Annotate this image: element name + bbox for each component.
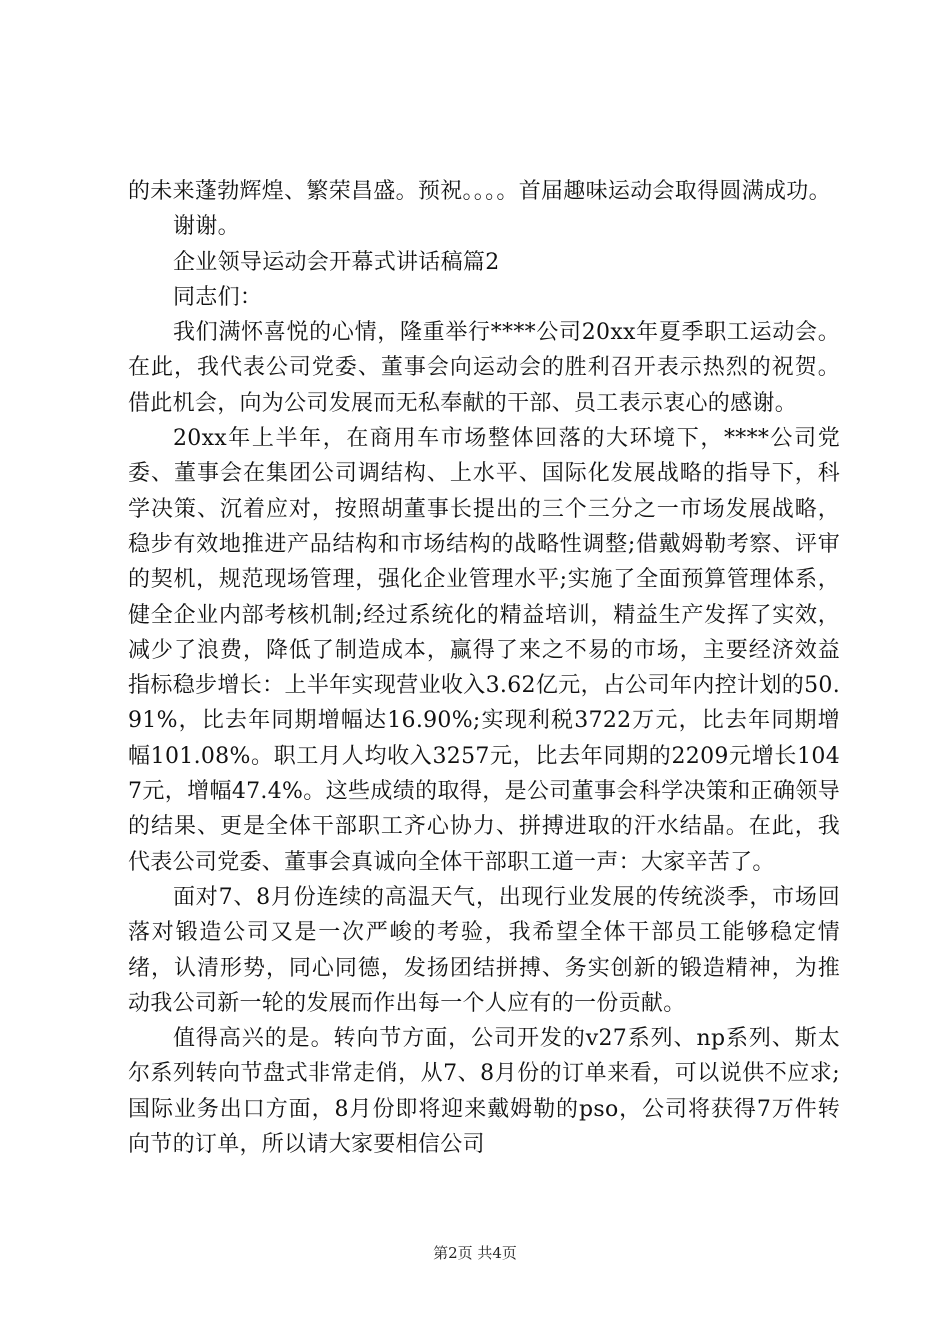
section-heading: 企业领导运动会开幕式讲话稿篇2	[173, 249, 500, 275]
salutation: 同志们：	[173, 284, 263, 310]
paragraph-2: 谢谢。	[173, 214, 240, 240]
paragraph-7: 面对7、8月份连续的高温天气，出现行业发展的传统淡季，市场回落对锻造公司又是一次严峻的考验，我希望全体干部员工能够稳定情绪，认清形势，同心同德，发扬团结拼搏、务实创新的锻造精神，为推动我公司新一轮的发展而作出每一个人应有的一份贡献。	[128, 884, 840, 1016]
paragraph-6: 20xx年上半年，在商用车市场整体回落的大环境下，****公司党委、董事会在集团公司调结构、上水平、国际化发展战略的指导下，科学决策、沉着应对，按照胡董事长提出的三个三分之一市场发展战略，稳步有效地推进产品结构和市场结构的战略性调整;借戴姆勒考察、评审的契机，规范现场管理，强化企业管理水平;实施了全面预算管理体系，健全企业内部考核机制;经过系统化的精益培训，精益生产发挥了实效，减少了浪费，降低了制造成本，赢得了来之不易的市场，主要经济效益指标稳步增长：上半年实现营业收入3.62亿元，占公司年内控计划的50.91%，比去年同期增幅达16.90%;实现利税3722万元，比去年同期增幅101.08%。职工月人均收入3257元，比去年同期的2209元增长1047元，增幅47.4%。这些成绩的取得，是公司董事会科学决策和正确领导的结果、更是全体干部职工齐心协力、拼搏进取的汗水结晶。在此，我代表公司党委、董事会真诚向全体干部职工道一声：大家辛苦了。	[128, 426, 840, 875]
page-footer: 第2页 共4页	[433, 1244, 517, 1262]
paragraph-5: 我们满怀喜悦的心情，隆重举行****公司20xx年夏季职工运动会。在此，我代表公司党委、董事会向运动会的胜利召开表示热烈的祝贺。借此机会，向为公司发展而无私奉献的干部、员工表示衷心的感谢。	[128, 320, 840, 416]
document-body	[128, 174, 840, 1162]
paragraph-8: 值得高兴的是。转向节方面，公司开发的v27系列、np系列、斯太尔系列转向节盘式非常走俏，从7、8月份的订单来看，可以说供不应求;国际业务出口方面，8月份即将迎来戴姆勒的pso，公司将获得7万件转向节的订单，所以请大家要相信公司	[128, 1026, 840, 1158]
paragraph-1: 的未来蓬勃辉煌、繁荣昌盛。预祝。。。。首届趣味运动会取得圆满成功。	[128, 179, 831, 204]
